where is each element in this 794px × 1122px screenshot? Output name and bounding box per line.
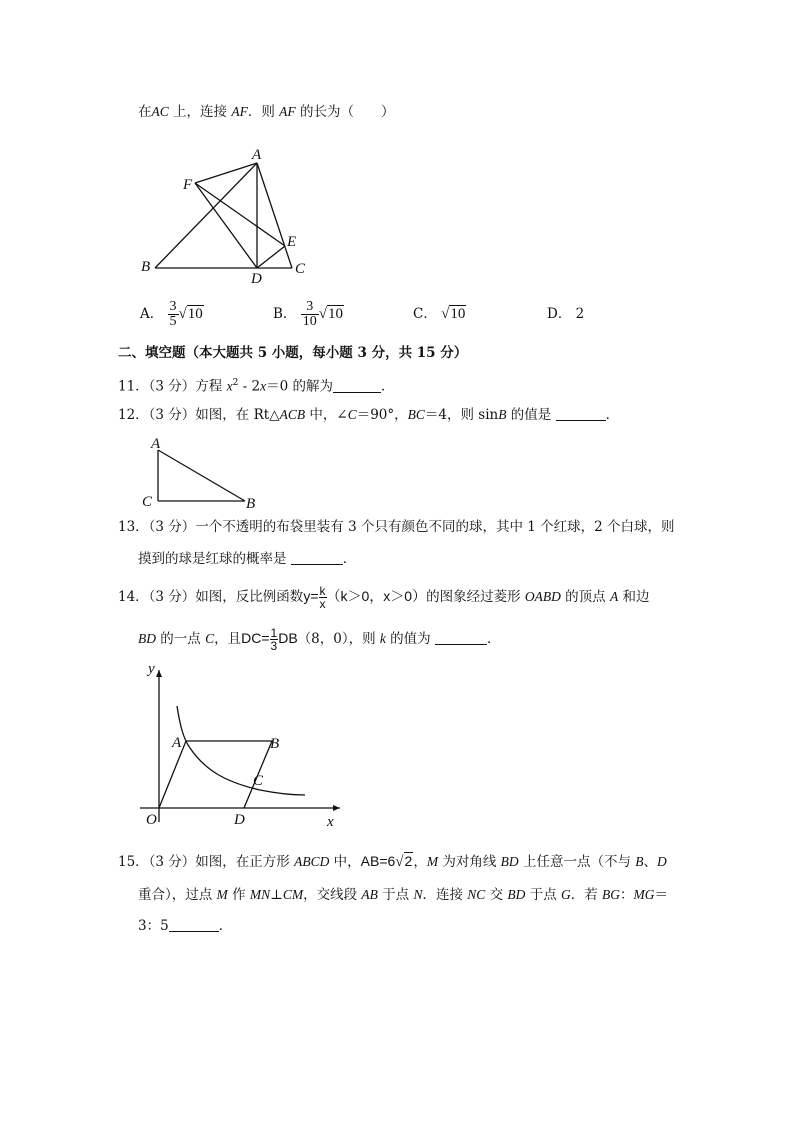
question-15-line2 bbox=[138, 886, 668, 904]
text: y= bbox=[303, 588, 319, 604]
text: ＝4，则 sin bbox=[424, 407, 499, 423]
sqrt: √2 bbox=[395, 853, 413, 870]
text: D bbox=[657, 854, 667, 869]
text: 作 bbox=[227, 887, 250, 903]
text: ．则 bbox=[247, 104, 280, 120]
text: ABCD bbox=[294, 854, 330, 869]
text: AF bbox=[279, 104, 296, 119]
text: 于点 bbox=[525, 887, 561, 903]
text: ．连接 bbox=[422, 887, 468, 903]
text: AF bbox=[231, 104, 248, 119]
option-letter: A． bbox=[140, 306, 164, 322]
text: OABD bbox=[524, 589, 561, 604]
label-A: A bbox=[172, 735, 182, 751]
text: ACB bbox=[279, 407, 306, 422]
text: ． bbox=[342, 551, 357, 567]
text: 的图象经过菱形 bbox=[426, 589, 525, 605]
text: AB bbox=[361, 887, 378, 902]
text: G bbox=[561, 887, 571, 902]
text: ，且 bbox=[214, 631, 242, 647]
text: 11．（3 分）方程 bbox=[118, 378, 227, 395]
text: MN bbox=[249, 887, 271, 902]
text: 重合），过点 bbox=[138, 887, 217, 903]
text: 的值为 bbox=[385, 631, 435, 647]
text: ＝ bbox=[654, 887, 669, 903]
text: ． bbox=[218, 918, 233, 934]
text: 13．（3 分）一个不透明的布袋里装有 3 个只有颜色不同的球，其中 1 个红球，2 个白球，则 bbox=[118, 519, 675, 535]
label-B: B bbox=[246, 496, 256, 512]
text: 中，∠ bbox=[305, 407, 348, 423]
numerator: 3 bbox=[169, 299, 177, 314]
denominator: 3 bbox=[270, 639, 278, 653]
section-title: 二、填空题（本大题共 5 小题，每小题 3 分，共 15 分） bbox=[118, 345, 468, 361]
text: 交 bbox=[485, 887, 508, 903]
question-15-line1 bbox=[118, 852, 667, 871]
text: BD bbox=[500, 854, 519, 869]
label-D: D bbox=[234, 812, 245, 828]
text: ．若 bbox=[570, 887, 603, 903]
text: 、 bbox=[643, 854, 658, 870]
label-A: A bbox=[252, 147, 262, 163]
text: C bbox=[347, 407, 357, 422]
label-C: C bbox=[295, 261, 306, 277]
text: 15．（3 分）如图，在正方形 bbox=[118, 854, 295, 870]
text: 于点 bbox=[377, 887, 414, 903]
label-B: B bbox=[270, 736, 280, 752]
sqrt: √10 bbox=[441, 306, 466, 322]
sqrt: √10 bbox=[318, 306, 343, 322]
label-A: A bbox=[151, 436, 161, 452]
text: ． bbox=[605, 407, 620, 423]
label-F: F bbox=[183, 177, 193, 193]
text: M bbox=[216, 887, 228, 902]
text: 12．（3 分）如图，在 Rt△ bbox=[118, 407, 280, 423]
text: ＝0 的解为 bbox=[266, 378, 333, 395]
text: DC= bbox=[241, 630, 270, 646]
label-O: O bbox=[146, 812, 157, 828]
text: k bbox=[379, 631, 386, 646]
label-C: C bbox=[253, 773, 264, 789]
label-E: E bbox=[287, 234, 297, 250]
text: ： bbox=[620, 887, 634, 903]
text: 的顶点 bbox=[560, 589, 610, 605]
denominator: x bbox=[319, 597, 326, 611]
text: 摸到的球是红球的概率是 bbox=[138, 551, 291, 567]
text: 的值是 bbox=[506, 407, 556, 423]
label-D: D bbox=[251, 271, 262, 287]
radicand: 10 bbox=[450, 306, 466, 322]
text: 上，连接 bbox=[168, 104, 232, 120]
text: AB=6 bbox=[360, 853, 396, 869]
numerator: 1 bbox=[270, 626, 278, 640]
text: x bbox=[226, 378, 233, 394]
exponent: 2 bbox=[232, 378, 239, 388]
text: 14．（3 分）如图，反比例函数 bbox=[118, 589, 304, 605]
text: B bbox=[498, 407, 507, 422]
radicand: 10 bbox=[327, 306, 343, 322]
text: 在 bbox=[138, 104, 152, 120]
sqrt: √10 bbox=[178, 306, 203, 322]
text: 的一点 bbox=[156, 631, 206, 647]
text: BC bbox=[407, 407, 425, 422]
text: BD bbox=[138, 631, 156, 646]
text: 为对角线 bbox=[438, 854, 501, 870]
text: （k＞0，x＞0） bbox=[326, 588, 427, 604]
label-y: y bbox=[148, 661, 155, 677]
question-15-line3 bbox=[138, 917, 232, 935]
text: ⊥ bbox=[270, 887, 283, 903]
text: BD bbox=[507, 887, 526, 902]
option-letter: D． bbox=[547, 306, 572, 322]
text: N bbox=[413, 887, 423, 902]
text: ＝90°， bbox=[356, 407, 408, 423]
option-letter: B． bbox=[273, 306, 297, 322]
text: BG bbox=[602, 887, 621, 902]
text: 中， bbox=[329, 854, 361, 870]
text: A bbox=[609, 589, 619, 604]
text: MG bbox=[633, 887, 655, 902]
text: CM bbox=[282, 887, 304, 902]
text: B bbox=[635, 854, 644, 869]
denominator: 10 bbox=[302, 314, 317, 329]
text: NC bbox=[467, 887, 486, 902]
numerator: 3 bbox=[301, 300, 319, 315]
text: 3：5 bbox=[138, 918, 169, 934]
label-x: x bbox=[327, 814, 334, 830]
text: （8，0），则 bbox=[297, 631, 380, 647]
label-B: B bbox=[141, 259, 151, 275]
text: 和边 bbox=[618, 589, 650, 605]
text: C bbox=[205, 631, 215, 646]
text: ． bbox=[486, 631, 501, 647]
numerator: k bbox=[319, 584, 326, 598]
text: M bbox=[426, 854, 439, 869]
denominator: 5 bbox=[169, 314, 177, 329]
text: ，交线段 bbox=[303, 887, 362, 903]
text: 的长为（ ） bbox=[295, 104, 395, 120]
text: ． bbox=[380, 378, 395, 395]
text: x bbox=[260, 378, 267, 394]
text: 上任意一点（不与 bbox=[518, 854, 636, 870]
label-C: C bbox=[142, 494, 153, 510]
radicand: 10 bbox=[187, 306, 203, 322]
option-value: 2 bbox=[575, 306, 585, 322]
radicand: 2 bbox=[404, 853, 413, 869]
answer-blank[interactable] bbox=[169, 918, 219, 932]
text: DB bbox=[278, 630, 298, 646]
text: - 2 bbox=[238, 378, 261, 395]
option-letter: C． bbox=[413, 306, 437, 322]
text: AC bbox=[151, 104, 169, 119]
text: ， bbox=[413, 854, 427, 870]
